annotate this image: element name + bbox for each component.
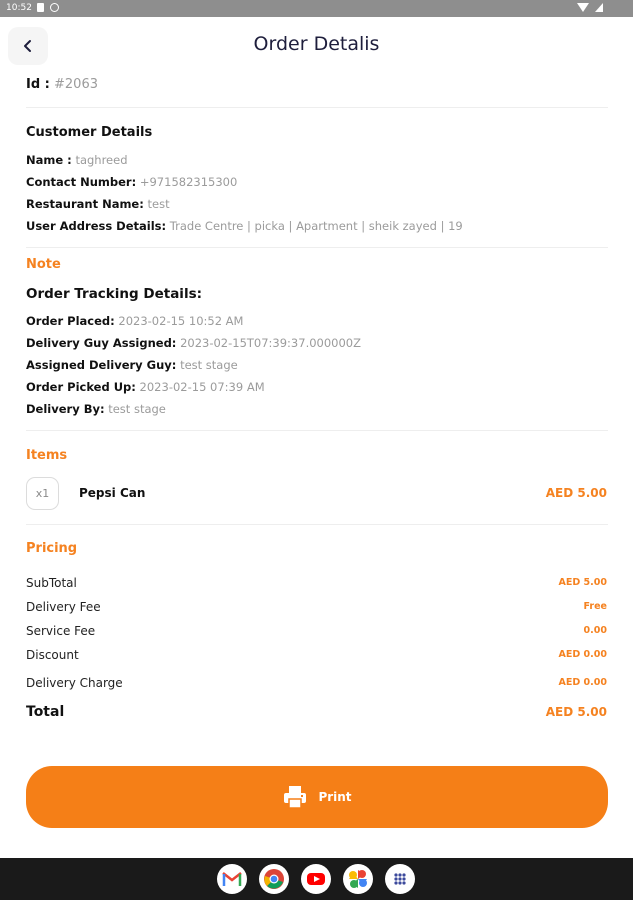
print-button[interactable] (26, 766, 608, 828)
customer-name-label: Name : (26, 153, 72, 167)
item-quantity: x1 (26, 477, 59, 510)
status-bar (0, 0, 633, 17)
delivery-by-label: Delivery By: (26, 402, 105, 416)
service-fee-label: Service Fee (26, 624, 96, 638)
divider (26, 247, 608, 248)
subtotal-label: SubTotal (26, 576, 77, 590)
discount-value: AED 0.00 (558, 649, 607, 660)
items-heading: Items (26, 448, 68, 463)
address-value: Trade Centre | picka | Apartment | sheik zayed | 19 (169, 219, 463, 233)
contact-number-value: +971582315300 (139, 175, 238, 189)
delivery-by-value: test stage (108, 402, 166, 416)
order-picked-label: Order Picked Up: (26, 380, 136, 394)
restaurant-name-label: Restaurant Name: (26, 197, 144, 211)
address-label: User Address Details: (26, 219, 167, 233)
delivery-guy-label: Assigned Delivery Guy: (26, 358, 177, 372)
total-value: AED 5.00 (545, 705, 607, 719)
order-picked-row (26, 380, 265, 394)
wifi-icon (577, 3, 589, 12)
order-placed-label: Order Placed: (26, 314, 115, 328)
restaurant-name-row (26, 197, 170, 211)
divider (26, 430, 608, 431)
customer-name-row (26, 153, 128, 167)
subtotal-value: AED 5.00 (558, 577, 607, 588)
youtube-icon[interactable] (301, 864, 331, 894)
chrome-icon[interactable] (259, 864, 289, 894)
note-heading: Note (26, 257, 61, 272)
customer-details-heading: Customer Details (26, 125, 153, 140)
address-row (26, 219, 463, 233)
contact-number-row (26, 175, 237, 189)
delivery-guy-value: test stage (180, 358, 238, 372)
total-label: Total (26, 704, 65, 720)
contact-number-label: Contact Number: (26, 175, 137, 189)
delivery-by-row (26, 402, 166, 416)
photos-icon[interactable] (343, 864, 373, 894)
delivery-assigned-value: 2023-02-15T07:39:37.000000Z (180, 336, 362, 350)
order-picked-value: 2023-02-15 07:39 AM (139, 380, 265, 394)
delivery-charge-label: Delivery Charge (26, 676, 123, 690)
divider (26, 524, 608, 525)
notification-icon (50, 3, 59, 12)
delivery-fee-label: Delivery Fee (26, 600, 101, 614)
delivery-fee-value: Free (583, 601, 607, 612)
item-name: Pepsi Can (79, 486, 146, 500)
customer-name-value: taghreed (75, 153, 128, 167)
gmail-icon[interactable] (217, 864, 247, 894)
delivery-assigned-row (26, 336, 361, 350)
pricing-heading: Pricing (26, 541, 78, 556)
printer-icon (282, 784, 308, 810)
status-time: 10:52 (6, 3, 32, 13)
divider (26, 107, 608, 108)
service-fee-value: 0.00 (583, 625, 607, 636)
delivery-guy-row (26, 358, 238, 372)
page-title: Order Detalis (253, 33, 380, 55)
item-price: AED 5.00 (545, 486, 607, 500)
print-label: Print (318, 790, 352, 804)
order-id (26, 77, 98, 92)
order-id-label: Id : (26, 77, 50, 92)
tracking-heading: Order Tracking Details: (26, 286, 203, 302)
system-nav-bar (0, 858, 633, 900)
signal-icon (595, 3, 603, 12)
order-id-value: #2063 (54, 77, 98, 92)
app-drawer-icon[interactable] (385, 864, 415, 894)
delivery-assigned-label: Delivery Guy Assigned: (26, 336, 177, 350)
order-placed-value: 2023-02-15 10:52 AM (118, 314, 244, 328)
app-dock (217, 864, 415, 894)
restaurant-name-value: test (147, 197, 170, 211)
order-placed-row (26, 314, 243, 328)
discount-label: Discount (26, 648, 79, 662)
sim-icon (37, 3, 44, 12)
delivery-charge-value: AED 0.00 (558, 677, 607, 688)
